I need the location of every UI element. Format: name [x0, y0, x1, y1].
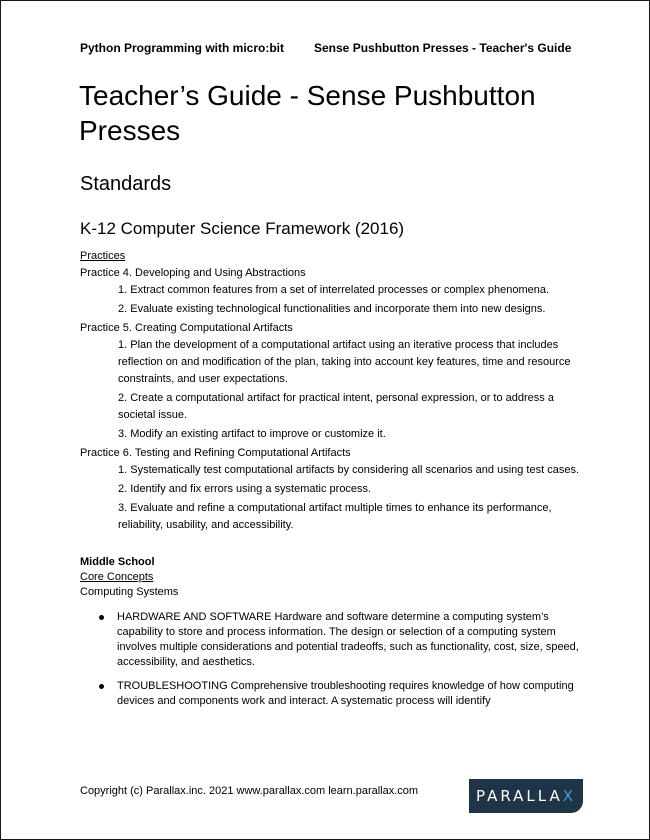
- practice-item: 3. Modify an existing artifact to improve or customize it.: [118, 428, 386, 440]
- list-item: [80, 679, 580, 709]
- header-course-title: Python Programming with micro:bit: [80, 41, 285, 55]
- header-guide-title: Sense Pushbutton Presses - Teacher's Guide: [314, 41, 572, 55]
- page-title: Teacher’s Guide - Sense Pushbutton Presses: [79, 80, 536, 146]
- concept-text: HARDWARE AND SOFTWARE Hardware and software determine a computing system’s capability to store and process information. The design or selection of a computing system involves multiple considerations and potential tradeoffs, such as functionality, cost, size, speed, accessibility, and aesthetics.: [117, 611, 579, 668]
- practice-item: 3. Evaluate and refine a computational artifact multiple times to enhance its performance, reliability, usability, and accessibility.: [118, 502, 552, 531]
- practice-5: [80, 320, 580, 443]
- practice-item: 1. Systematically test computational artifacts by considering all scenarios and using test cases.: [118, 464, 580, 476]
- standards-heading: Standards: [80, 173, 172, 195]
- practice-item: 1. Plan the development of a computational artifact using an iterative process that includes reflection on and modification of the plan, taking into account key features, time and resource constraints, and user expectations.: [118, 339, 571, 385]
- parallax-logo: [469, 779, 583, 813]
- framework-heading: K-12 Computer Science Framework (2016): [80, 219, 405, 238]
- practice-title: Practice 5. Creating Computational Artifacts: [80, 322, 293, 334]
- bullet-icon: [99, 684, 104, 689]
- logo-x: X: [562, 787, 577, 805]
- practice-item: 2. Identify and fix errors using a systematic process.: [118, 483, 372, 495]
- practice-6: [80, 445, 580, 534]
- page-footer: Copyright (c) Parallax.inc. 2021 www.parallax.com learn.parallax.com: [80, 785, 419, 797]
- computing-systems-label: Computing Systems: [80, 586, 179, 598]
- practice-4: [80, 265, 580, 318]
- practice-title: Practice 4. Developing and Using Abstractions: [80, 267, 306, 279]
- concept-list: [80, 610, 580, 709]
- middle-school-section: [80, 555, 580, 709]
- concept-text: TROUBLESHOOTING Comprehensive troubleshooting requires knowledge of how computing devices and components work and interact. A systematic process will identify: [117, 680, 574, 707]
- core-concepts-label: Core Concepts: [80, 571, 154, 583]
- practice-item: 1. Extract common features from a set of interrelated processes or complex phenomena.: [118, 284, 550, 296]
- middle-school-heading: Middle School: [80, 556, 155, 568]
- logo-text: PARALLA: [475, 787, 563, 805]
- practice-item: 2. Create a computational artifact for practical intent, personal expression, or to address a societal issue.: [118, 392, 554, 421]
- practice-title: Practice 6. Testing and Refining Computational Artifacts: [80, 447, 351, 459]
- practices-label: Practices: [80, 250, 126, 262]
- bullet-icon: [99, 615, 104, 620]
- practice-item: 2. Evaluate existing technological functionalities and incorporate them into new designs.: [118, 303, 546, 315]
- standards-content: [80, 248, 580, 718]
- list-item: [80, 610, 580, 670]
